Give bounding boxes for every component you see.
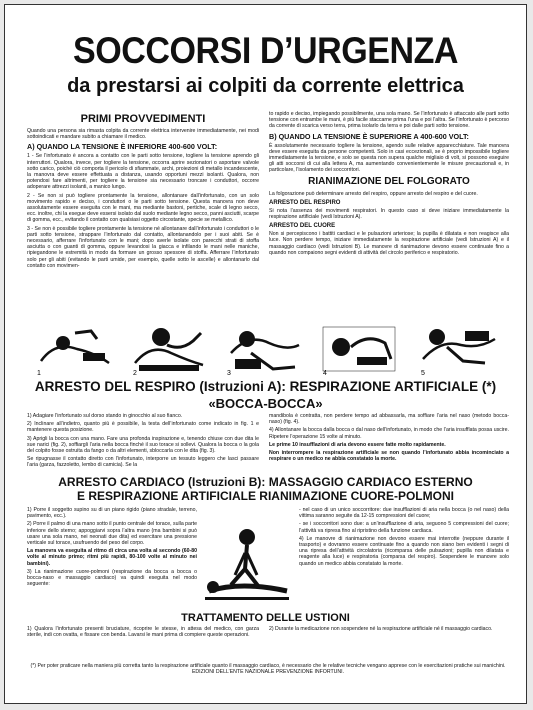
- figure-1-number: 1: [37, 370, 41, 377]
- section-a-mandibola: mandibola è contratta, non perdere tempo ad abbassarla, ma soffiare l’aria nel naso (metodo bocca-naso) (fig. 4).: [269, 413, 509, 426]
- ustioni-title: TRATTAMENTO DELLE USTIONI: [181, 612, 350, 624]
- section-a-left: [27, 413, 259, 473]
- section-b-one-rescuer: - nel caso di un unico soccorritore: due insufflazioni di aria nella bocca (o nel naso) della vittima saranno seguite da 12-15 compressioni del cuore;: [299, 507, 509, 520]
- ustioni-right: [269, 626, 509, 660]
- case-a-heading: A) QUANDO LA TENSIONE È INFERIORE 400-600 VOLT:: [27, 142, 218, 152]
- section-b-step-3: 3) La rianimazione cuore-polmoni (respirazione da bocca a bocca o bocca-naso e massaggio cardiaco) va quindi eseguita nel modo seguente:: [27, 568, 197, 588]
- figure-4-number: 4: [323, 370, 327, 377]
- primi-provvedimenti-column: [27, 111, 259, 319]
- rianimazione-intro: La folgorazione può determinare arresto del respiro, oppure arresto del respiro e del cuore.: [269, 190, 478, 197]
- page-subtitle: da prestarsi ai colpiti da corrente elettrica: [67, 75, 464, 97]
- figure-2-illustration: [135, 328, 203, 371]
- arresto-respiro-heading: ARRESTO DEL RESPIRO: [269, 199, 341, 206]
- ustioni-step-1: 1) Qualora l’infortunato presenti bruciature, ricoprire le stesse, in attesa del medico, con garza sterile, indi con ovatta, e fissare con benda. Lavarsi le mani prima di compiere queste operazioni.: [27, 626, 259, 639]
- section-a-step-4: 4) Allontanare la bocca dalla bocca o dal naso dell’infortunato, in modo che l’aria insufflata possa uscire. Ripetere l’operazione 15 volte al minuto.: [269, 427, 509, 440]
- figure-5-illustration: [423, 329, 495, 363]
- section-a-step-2: 2) Inclinare all’indietro, quanto più è possibile, la testa dell’infortunato come indicato in fig. 1 e mantenere questa posizione.: [27, 421, 259, 434]
- section-a-step-3b: Se ripugnasse il contatto diretto con l’infortunato, interporre un tessuto leggero che lasci passare l’aria (garza, fazzoletto, lembo di camicia). Se la: [27, 456, 259, 469]
- ustioni-left: [27, 626, 259, 660]
- section-b-right: [299, 507, 509, 611]
- ustioni-step-2: 2) Durante la medicazione non sospendere né la respirazione artificiale né il massaggio cardiaco.: [269, 626, 493, 632]
- section-a-subtitle: «BOCCA-BOCCA»: [208, 396, 323, 411]
- arresto-cuore-heading: ARRESTO DEL CUORE: [269, 223, 336, 230]
- figure-1-illustration: [35, 325, 113, 373]
- section-b-rhythm: La manovra va eseguita al ritmo di circa una volta al secondo (60-80 volte al minuto primo; ritmi più rapidi, 80-100 volte al minuto nei bambini).: [27, 548, 197, 567]
- footnote: [27, 663, 509, 685]
- case-a-paragraph-3: 3 - Se non è possibile togliere prontamente la tensione né allontanare dall’infortunato i conduttori o le parti sotto tensione, strappare l’infortunato dal contatto, allontanandolo per i suoi abiti. Se è necessario, afferrare l’infortunato con le mani; dopo averle isolate con parecchi strati di stoffa asciutta o con guanti di gomma, oppure levandosi la giacca e infilando le mani nelle maniche, ripiegandone le estremità in modo da formare un grosso spessore di stoffa. Afferrare l’infortunato solo per gli abiti (evitando le parti umide, per esempio, quelle sotto le ascelle) e allontanarlo dal contatto con movimen-: [27, 225, 259, 269]
- rianimazione-heading: RIANIMAZIONE DEL FOLGORATO: [308, 175, 470, 187]
- safety-sign: [4, 4, 527, 704]
- case-a-continued: to rapido e deciso, impiegando possibilmente, una sola mano. Se l’infortunato è attaccato alle parti sotto tensione con entrambe le mani, è più facile staccarne prima l’una e poi l’altra. Se l’infortunato è percorso da corrente di scarica verso terra, prima isolarlo da terra e poi dalle parti sotto tensione.: [269, 111, 509, 130]
- case-a-paragraph-1: 1 - Se l’infortunato è ancora a contatto con le parti sotto tensione, togliere la tensione aprendo gli interruttori. Qualora, invece, per togliere la tensione, occorra aprire sezionatori o asportare valvole sotto carico, poiché ciò comporta il pericolo di sfiammate, archi, proiezioni di metallo incandescente, la manovra deve essere effettuata a distanza, usando opportuni mezzi isolanti. Qualora, non potendosi fare altrimenti, per togliere la tensione sia necessario troncare i conduttori, occorre adoperare attrezzi isolanti, a manico lungo.: [27, 153, 259, 191]
- primi-intro: Quando una persona sia rimasta colpita da corrente elettrica intervenire immediatamente, nei modi sottoindicati e mandare subito a chiamare il medico.: [27, 128, 259, 141]
- cardiac-massage-illustration: [201, 525, 293, 605]
- section-b-step-2: 2) Porre il palmo di una mano sotto il punto centrale del torace, sulla parte inferiore dello sterno; appoggiarvi sopra l’altra mano (ma bambini si può usare una sola mano, nei neonati due dita) ed esercitare una pressione verticale sul torace, usufruendo del peso del corpo.: [27, 521, 197, 547]
- page-title: SOCCORSI D’URGENZA: [72, 30, 459, 71]
- section-a-step-1: 1) Adagiare l’infortunato sul dorso stando in ginocchio al suo fianco.: [27, 413, 183, 419]
- section-b-title-2: E RESPIRAZIONE ARTIFICIALE RIANIMAZIONE CUORE-POLMONI: [77, 489, 454, 503]
- figure-5-number: 5: [421, 370, 425, 377]
- primi-heading: PRIMI PROVVEDIMENTI: [80, 113, 206, 125]
- case-b-paragraph: È assolutamente necessario togliere la tensione, agendo sulle relative apparecchiature. Tale manovra deve essere eseguita da persone competenti. Solo in casi eccezionali, se è proprio impossibile togliere immediatamente la tensione, e solo se questa non supera qualche migliaio di volt, si possono eseguire gli atti soccorsi di cui alla lettera A, ma aumentando convenientemente le misure precauzionali e, in particolare, l’isolamento dei soccorritori.: [269, 142, 509, 174]
- section-a-title: ARRESTO DEL RESPIRO (Istruzioni A): RESPIRAZIONE ARTIFICIALE (*): [34, 379, 497, 394]
- section-b-title-1: ARRESTO CARDIACO (Istruzioni B): MASSAGGIO CARDIACO ESTERNO: [58, 475, 473, 489]
- section-b-left: [27, 507, 197, 611]
- figure-2-number: 2: [133, 370, 137, 377]
- figure-3-number: 3: [227, 370, 231, 377]
- section-a-right: [269, 413, 509, 473]
- section-b-step-4: 4) Le manovre di rianimazione non devono essere mai interrotte (neppure durante il trasporto) e dovranno essere continuate fino a quando non siano ben evidenti i segni di una ripresa dell’attività circolatoria (ricomparsa delle pulsazioni; pupilla non dilatata e reagente alla luce) e respiratoria (comparsa del respiro). Sospendere le manovre solo quando un medico abbia constatato la morte.: [299, 535, 509, 567]
- section-a-non-interrompere: Non interrompere la respirazione artificiale se non quando l’infortunato abbia incominciato a respirare o un medico ne abbia constatato la morte.: [269, 450, 509, 463]
- respiration-illustrations: [35, 323, 505, 377]
- arresto-cuore-text: Non si percepiscono i battiti cardiaci e le pulsazioni arteriose; la pupilla è dilatata e non reagisce alla luce. Non perdere tempo, iniziare immediatamente la respirazione artificiale (vedi Istruzioni A) e il massaggio cardiaco (vedi Istruzioni B). Le manovre di rianimazione devono essere continuate fino a quando non compaiono segni evidenti di attività del circolo periferico e respiratorio.: [269, 231, 509, 256]
- section-b-step-1: 1) Porre il soggetto supino su di un piano rigido (piano stradale, terreno, pavimento, ecc.).: [27, 507, 197, 520]
- right-column: [269, 111, 509, 319]
- figure-4-illustration: [323, 327, 395, 371]
- section-a-step-3: 3) Aprigli la bocca con una mano. Fare una profonda inspirazione e, tenendo chiuse con due dita le sue narici (fig. 2), soffiargli l’aria nella bocca finché il suo torace si sollevi. Qualora la bocca o la gola del colpito fosse ostruita da fango o da altri elementi, sbloccarla con le dita (fig. 3).: [27, 435, 259, 455]
- arresto-respiro-text: Si nota l’assenza dei movimenti respiratori. In questo caso si deve iniziare immediatamente la respirazione artificiale (vedi Istruzioni A).: [269, 207, 509, 221]
- footnote-text: (*) Per poter praticare nella maniera più corretta tanto la respirazione artificiale quanto il massaggio cardiaco, è necessario che le relative tecniche vengano apprese con le esercitazioni pratiche sui manichini. EDIZIONI DELL’ENTE NAZIONALE PREVENZIONE INFORTUNI.: [30, 663, 506, 676]
- case-a-paragraph-2: 2 - Se non si può togliere prontamente la tensione, allontanare dall’infortunato, con un solo movimento rapido e deciso, i conduttori o le parti sotto tensione. Questa manovra non deve assolutamente essere eseguita con le mani, ma mediante bastoni, pertiche, scale di legno secco, ecc. inoltre, chi la esegue deve essersi isolato dal suolo mediante legno secco, panni asciutti, scarpe di gomma, ecc., evitando il contatto con qualsiasi oggetto circostante, specie se metallico.: [27, 192, 259, 224]
- figure-3-illustration: [231, 331, 299, 369]
- case-b-heading: B) QUANDO LA TENSIONE È SUPERIORE A 400-600 VOLT:: [269, 131, 469, 141]
- section-b-two-rescuers: - se i soccorritori sono due: a un’insufflazione di aria, seguono 5 compressioni del cuore; l’attività va ripresa fino al ripristino della funzione cardiaca.: [299, 521, 509, 534]
- section-a-prime-10: Le prime 10 insufflazioni di aria devono essere fatte molto rapidamente.: [269, 441, 446, 448]
